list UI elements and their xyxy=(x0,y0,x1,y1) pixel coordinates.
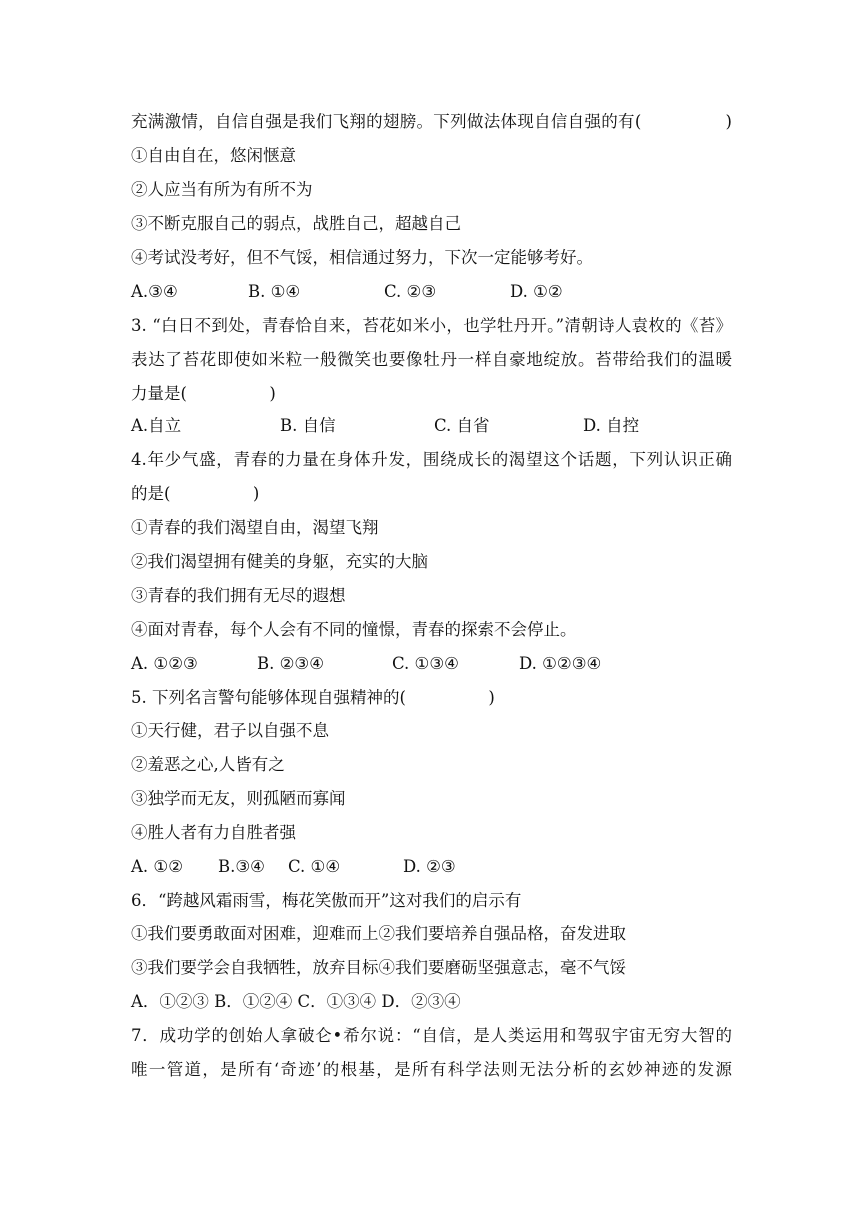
q4-option-d: D. ①②③④ xyxy=(519,654,602,673)
q3-option-c: C. 自省 xyxy=(434,416,490,435)
q5-item-3: ③独学而无友，则孤陋而寡闻 xyxy=(131,789,346,808)
q2-option-c: C. ②③ xyxy=(384,282,437,301)
q5-option-b: B.③④ xyxy=(218,857,265,876)
q4-option-a: A. ①②③ xyxy=(131,654,198,673)
q4-item-2: ②我们渴望拥有健美的身躯，充实的大脑 xyxy=(131,552,428,571)
q2-item-4: ④考试没考好，但不气馁，相信通过努力，下次一定能够考好。 xyxy=(131,248,593,267)
q4-stem-line-1: 4.年少气盛，青春的力量在身体升发，围绕成长的渴望这个话题，下列认识正确 xyxy=(131,450,732,469)
q5-option-a: A. ①② xyxy=(131,857,183,876)
q4-item-1: ①青春的我们渴望自由，渴望飞翔 xyxy=(131,518,379,537)
q5-item-2: ②羞恶之心,人皆有之 xyxy=(131,755,285,774)
q2-item-1: ①自由自在，悠闲惬意 xyxy=(131,146,296,165)
q3-stem-line-1: 3. “白日不到处，青春恰自来，苔花如米小，也学牡丹开。”清朝诗人袁枚的《苔》 xyxy=(131,316,732,335)
q3-option-b: B. 自信 xyxy=(280,416,336,435)
q5-stem: 5. 下列名言警句能够体现自强精神的( ) xyxy=(131,688,495,707)
q4-option-b: B. ②③④ xyxy=(257,654,324,673)
q3-stem-line-2: 表达了苔花即使如米粒一般微笑也要像牡丹一样自豪地绽放。苔带给我们的温暖 xyxy=(131,350,732,369)
q6-stem: 6．“跨越风霜雨雪，梅花笑傲而开”这对我们的启示有 xyxy=(131,891,522,910)
q2-option-a: A.③④ xyxy=(131,282,178,301)
q2-option-b: B. ①④ xyxy=(248,282,301,301)
q5-option-d: D. ②③ xyxy=(403,857,456,876)
q5-item-1: ①天行健，君子以自强不息 xyxy=(131,721,329,740)
q4-item-4: ④面对青春，每个人会有不同的憧憬，青春的探索不会停止。 xyxy=(131,620,577,639)
q5-option-c: C. ①④ xyxy=(288,857,341,876)
q6-items-row-2: ③我们要学会自我牺牲，放弃目标④我们要磨砺坚强意志，毫不气馁 xyxy=(131,958,626,977)
q2-stem-end: 充满激情，自信自强是我们飞翔的翅膀。下列做法体现自信自强的有( ) xyxy=(131,112,732,131)
q7-stem-line-1: 7．成功学的创始人拿破仑•希尔说：“自信，是人类运用和驾驭宇宙无穷大智的 xyxy=(131,1026,732,1045)
q4-item-3: ③青春的我们拥有无尽的遐想 xyxy=(131,586,346,605)
q4-option-c: C. ①③④ xyxy=(392,654,459,673)
q2-item-3: ③不断克服自己的弱点，战胜自己，超越自己 xyxy=(131,214,461,233)
q2-item-2: ②人应当有所为有所不为 xyxy=(131,180,313,199)
q3-stem-line-3: 力量是( ) xyxy=(131,384,276,403)
q6-options: A．①②③ B．①②④ C．①③④ D．②③④ xyxy=(131,992,461,1011)
q2-option-d: D. ①② xyxy=(510,282,563,301)
q3-option-d: D. 自控 xyxy=(583,416,640,435)
q6-items-row-1: ①我们要勇敢面对困难，迎难而上②我们要培养自强品格，奋发进取 xyxy=(131,924,626,943)
q7-stem-line-2: 唯一管道，是所有‘奇迹’的根基，是所有科学法则无法分析的玄妙神迹的发源 xyxy=(131,1060,732,1079)
q5-item-4: ④胜人者有力自胜者强 xyxy=(131,823,296,842)
q4-stem-line-2: 的是( ) xyxy=(131,484,260,503)
q3-option-a: A.自立 xyxy=(131,416,182,435)
